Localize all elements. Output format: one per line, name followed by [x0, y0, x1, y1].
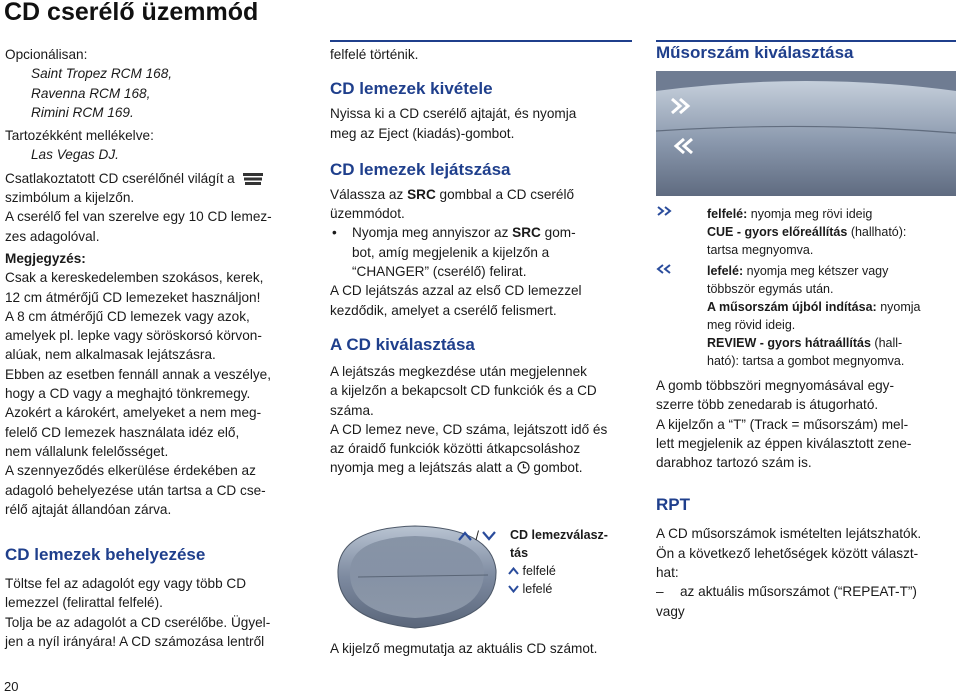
back-icon	[656, 264, 676, 274]
column-2	[330, 45, 635, 478]
select-heading: A CD kiválasztása	[330, 334, 475, 354]
back-label: lefelé:	[707, 264, 744, 278]
legend-slash: /	[475, 529, 479, 543]
src-button-label: SRC	[512, 225, 541, 241]
legend-arrows	[458, 527, 496, 545]
select-last-line	[330, 458, 635, 477]
insert-line: Töltse fel az adagolót egy vagy több CD	[5, 576, 247, 592]
image-caption: A kijelző megmutatja az aktuális CD számot.	[330, 641, 598, 656]
changer-text-line1: Csatlakoztatott CD cserélőnél világít a	[5, 170, 235, 186]
bullet-text: “CHANGER” (cserélő) felirat.	[352, 264, 527, 280]
optional-model: Saint Tropez RCM 168,	[31, 66, 173, 82]
body-line: A gomb többszöri megnyomásával egy-	[656, 378, 895, 393]
note-line: Ebben az esetben fennáll annak a veszélye,	[5, 366, 272, 382]
insert-heading: CD lemezek behelyezése	[5, 545, 206, 565]
magazine-text: A cserélő fel van szerelve egy 10 CD lemez-	[5, 209, 272, 225]
changer-symbol-text	[5, 169, 305, 188]
cd-changer-icon	[242, 172, 264, 186]
forward-text: nyomja meg rövi ideig	[750, 207, 873, 221]
up-arrow-icon	[458, 531, 472, 541]
up-arrow-icon	[508, 567, 519, 575]
legend-up-label: felfelé	[522, 564, 556, 578]
note-line: amelyek pl. lepke vagy söröskorsó körvon-	[5, 328, 262, 344]
note-label: Megjegyzés:	[5, 250, 86, 266]
play-after-line: A CD lejátszás azzal az első CD lemezzel	[330, 283, 582, 299]
review-line2: ható): tartsa a gombot megnyomva.	[707, 354, 905, 368]
legend-title: CD lemezválasz-	[510, 528, 608, 542]
note-line: alúak, nem alkalmasak lejátszásra.	[5, 347, 216, 363]
page-number: 20	[4, 679, 19, 694]
forward-line3: tartsa megnyomva.	[707, 243, 814, 257]
back-line2: többször egymás után.	[707, 282, 834, 296]
track-heading: Műsorszám kiválasztása	[656, 43, 854, 62]
rpt-option: – az aktuális műsorszámot (“REPEAT-T”)	[656, 582, 956, 601]
play-text: Válassza az	[330, 186, 408, 202]
cue-label: CUE - gyors előreállítás	[707, 225, 848, 239]
cue-text: (hallható):	[850, 225, 907, 239]
column-1	[5, 45, 305, 651]
note-line: adagoló behelyezése után tartsa a CD cse-	[5, 482, 266, 498]
magazine-text: zes adagolóval.	[5, 228, 100, 244]
optional-label: Opcionálisan:	[5, 47, 88, 62]
select-line: az óraidő funkciók közötti átkapcsoláshoz	[330, 441, 581, 457]
eject-heading: CD lemezek kivétele	[330, 79, 493, 99]
forward-icon	[656, 206, 676, 216]
accessory-label: Tartozékként mellékelve:	[5, 128, 154, 144]
select-text: gombot.	[533, 460, 583, 476]
down-arrow-icon	[508, 585, 519, 593]
legend-up	[508, 562, 630, 580]
select-line: A lejátszás megkezdése után megjelennek	[330, 363, 587, 379]
rpt-heading: RPT	[656, 495, 690, 515]
play-text: gombbal a CD cserélő	[435, 186, 575, 202]
note-line: rélő ajtaját állandóan zárva.	[5, 501, 172, 517]
eject-line: Nyissa ki a CD cserélő ajtaját, és nyomja	[330, 106, 577, 122]
restart-line2: meg rövid ideig.	[707, 318, 796, 332]
insert-line: lemezzel (felirattal felfelé).	[5, 595, 163, 611]
play-line	[330, 185, 635, 204]
review-label: REVIEW - gyors hátraállítás	[707, 336, 871, 350]
legend-title: tás	[510, 546, 529, 560]
play-heading: CD lemezek lejátszása	[330, 159, 511, 179]
insert-line: Tolja be az adagolót a CD cserélőbe. Ügyel-	[5, 614, 271, 630]
restart-label: A műsorszám újból indítása:	[707, 300, 877, 314]
insert-line: jen a nyíl irányára! A CD számozása lentről	[5, 634, 265, 650]
bullet-text: bot, amíg megjelenik a kijelzőn a	[352, 244, 550, 260]
note-line: A szennyeződés elkerülése érdekében az	[5, 463, 256, 479]
back-description	[707, 262, 957, 370]
legend-down-label: lefelé	[522, 582, 553, 596]
play-text: üzemmódot.	[330, 206, 405, 222]
bullet-text: gom-	[540, 225, 576, 241]
optional-model: Ravenna RCM 168,	[31, 85, 151, 101]
select-line: száma.	[330, 402, 374, 418]
column-2-rule	[330, 40, 632, 42]
note-line: 12 cm átmérőjű CD lemezeket használjon!	[5, 289, 261, 305]
select-line: A CD lemez neve, CD száma, lejátszott idő és	[330, 421, 608, 437]
legend-text	[510, 526, 630, 598]
play-after-line: kezdődik, amelyet a cserélő felismert.	[330, 302, 557, 318]
back-text: nyomja meg kétszer vagy	[746, 264, 889, 278]
body-line: A kijelzőn a “T” (Track = műsorszám) mel-	[656, 416, 909, 432]
select-text: nyomja meg a lejátszás alatt a	[330, 460, 513, 476]
note-line: Csak a kereskedelemben szokásos, kerek,	[5, 270, 264, 286]
eject-line: meg az Eject (kiadás)-gombot.	[330, 125, 515, 141]
play-bullet	[330, 223, 635, 242]
rpt-line: Ön a következő lehetőségek között választ-	[656, 545, 919, 561]
src-button-label: SRC	[407, 186, 436, 202]
note-line: felelő CD lemezek használata idéz elő,	[5, 424, 240, 440]
body-line: szerre több zenedarab is átugorható.	[656, 397, 879, 413]
continued-line: felfelé történik.	[330, 47, 419, 62]
select-line: a kijelzőn a bekapcsolt CD funkciók és a CD	[330, 383, 597, 399]
page-title: CD cserélő üzemmód	[4, 0, 259, 26]
column-3-body	[656, 376, 956, 621]
rpt-last: vagy	[656, 603, 685, 619]
skip-button-image	[656, 71, 956, 196]
forward-description	[707, 205, 957, 259]
bullet-text: Nyomja meg annyiszor az	[352, 225, 513, 241]
forward-label: felfelé:	[707, 207, 748, 221]
rpt-line: hat:	[656, 565, 679, 581]
review-text: (hall-	[874, 336, 903, 350]
down-arrow-icon	[482, 531, 496, 541]
changer-text-line2: szimbólum a kijelzőn.	[5, 190, 135, 206]
legend-down	[508, 580, 630, 598]
note-line: A 8 cm átmérőjű CD lemezek vagy azok,	[5, 308, 250, 324]
note-line: nem vállalunk felelősséget.	[5, 443, 169, 459]
optional-model: Rimini RCM 169.	[31, 104, 134, 120]
rpt-line: A CD műsorszámok ismételten lejátszhatók.	[656, 526, 922, 542]
body-line: lett megjelenik az éppen kiválasztott zene-	[656, 435, 912, 451]
note-line: hogy a CD vagy a meghajtó tönkremegy.	[5, 386, 251, 402]
note-line: Azokért a károkért, amelyeket a nem meg-	[5, 405, 262, 421]
accessory-model: Las Vegas DJ.	[31, 147, 119, 163]
restart-text: nyomja	[880, 300, 921, 314]
body-line: darabhoz tartozó szám is.	[656, 455, 812, 471]
clock-icon	[517, 461, 530, 474]
